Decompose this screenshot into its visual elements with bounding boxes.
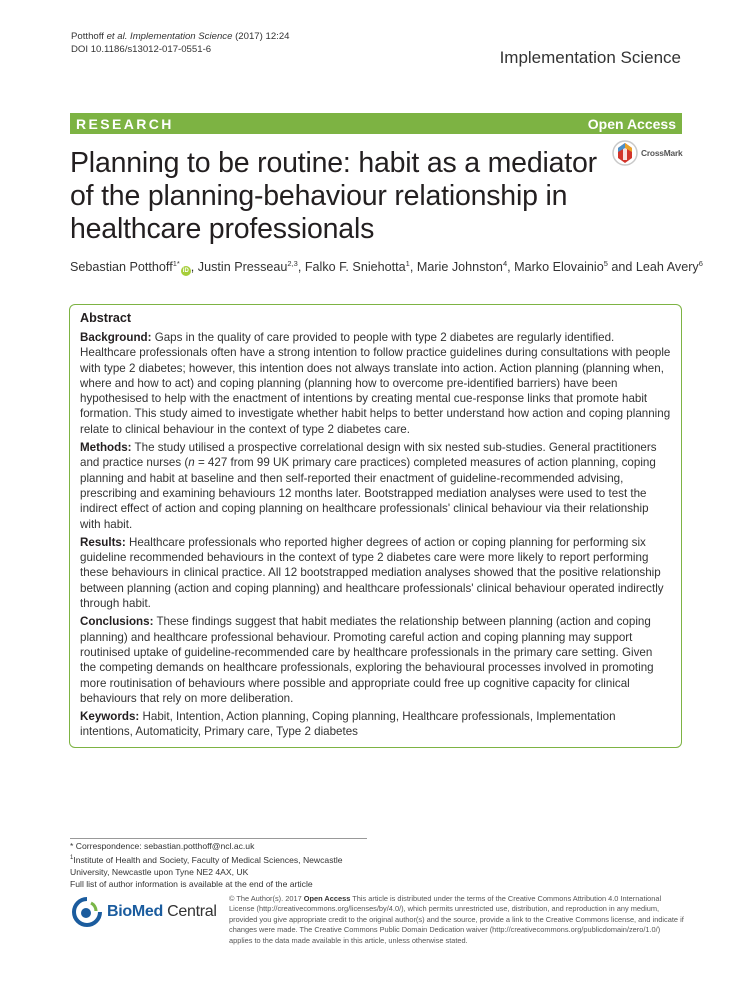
article-type-label: RESEARCH	[76, 115, 174, 132]
author[interactable]: Marie Johnston$^4$	[416, 259, 508, 275]
abstract-box	[69, 304, 682, 748]
crossmark-label: CrossMark	[641, 148, 683, 158]
publisher-logo	[71, 897, 217, 927]
journal-name: Implementation Science	[499, 48, 681, 67]
abstract-results: Results: Healthcare professionals who reported higher degrees of action or coping planning for performing six guideline recommended behaviours in the context of type 2 diabetes care were more likely to report performing these behaviours in clinical practice. All 12 bootstrapped mediation analyses showed that the positive relationship between planning (action and coping planning) and healthcare professionals' clinical behaviour operated indirectly through habit.	[80, 535, 664, 611]
biomed-central-logo-icon	[71, 897, 103, 927]
footnote-divider	[70, 838, 367, 839]
open-access-label: Open Access	[587, 115, 676, 132]
abstract-conclusions: Conclusions: These findings suggest that habit mediates the relationship between planning (action and coping planning) and healthcare professional behaviour. Promoting careful action and coping planning may support routinised uptake of guideline-recommended care by healthcare professionals in the primary care setting. Given the competing demands on healthcare professionals, exploring the behavioural processes involved in promoting more routinisation of behaviours where possible and appropriate could free up cognitive capacity for clinical behaviours that rely on more deliberation.	[80, 615, 654, 705]
correspondence-note[interactable]: * Correspondence: sebastian.potthoff@ncl.ac.uk	[70, 841, 255, 851]
crossmark-badge[interactable]	[612, 140, 683, 166]
abstract-background: Background: Gaps in the quality of care provided to people with type 2 diabetes are regularly identified. Healthcare professionals often have a strong intention to follow practice guidelines during consultations with people with type 2 diabetes; however, this intention does not always translate into action. Action planning (planning when, where and how to act) and coping planning (planning how to overcome pre-identified barriers) have been hypothesised to help with the enactment of intentions by creating mental cue-response links that promote habit formation. This study aimed to investigate whether habit helps to better understand how action and coping planning relate to clinical behaviour in the context of type 2 diabetes care.	[80, 331, 671, 436]
affiliation-note-cont: University, Newcastle upon Tyne NE2 4AX, UK	[70, 866, 249, 877]
full-author-info-note: Full list of author information is available at the end of the article	[70, 878, 313, 889]
license-text: © The Author(s). 2017 Open Access This article is distributed under the terms of the Creative Commons Attribution 4.0 International License (http://creativecommons.org/licenses/by/4.0/), which permits unrestricted use, distribution, and reproduction in any medium, provided you give appropriate credit to the original author(s) and the source, provide a link to the Creative Commons license, and indicate if changes were made. The Creative Commons Public Domain Dedication waiver (http://creativecommons.org/publicdomain/zero/1.0/) applies to the data made available in this article, unless otherwise stated.	[229, 894, 684, 945]
crossmark-icon	[612, 140, 638, 166]
abstract-keywords: Keywords: Habit, Intention, Action planning, Coping planning, Healthcare professionals, Implementation intentions, Automaticity, Primary care, Type 2 diabetes	[80, 710, 616, 739]
citation-header	[71, 30, 290, 56]
author[interactable]: Leah Avery$^6$	[635, 259, 703, 275]
affiliation-note: $^1$Institute of Health and Society, Faculty of Medical Sciences, Newcastle	[70, 854, 343, 865]
citation-line: Potthoff et al. Implementation Science (2017) 12:24	[71, 31, 290, 42]
publisher-name: BioMed Central	[107, 903, 217, 920]
article-type-banner	[70, 113, 682, 134]
doi-line[interactable]: DOI 10.1186/s13012-017-0551-6	[71, 44, 212, 55]
author[interactable]: Sebastian Potthoff$^{1*}$	[70, 259, 180, 275]
author-list: Sebastian Potthoff$^{1*}$iD , Justin Presseau$^{2,3}$, Falko F. Sniehotta$^1$, Marie Johnston$^4$, Marko Elovainio$^5$ and Leah Avery$^6$	[70, 259, 703, 275]
author[interactable]: Marko Elovainio$^5$	[514, 259, 608, 275]
author[interactable]: Justin Presseau$^{2,3}$	[197, 259, 298, 275]
article-title: Planning to be routine: habit as a mediator of the planning-behaviour relationship in healthcare professionals	[70, 147, 597, 245]
author[interactable]: Falko F. Sniehotta$^1$	[304, 259, 410, 275]
orcid-icon[interactable]: iD	[182, 268, 189, 275]
abstract-methods: Methods: The study utilised a prospective correlational design with six nested sub-studies. General practitioners and practice nurses (n = 427 from 99 UK primary care practices) completed measures of action planning, coping planning and habit at baseline and then self-reported their enactment of guideline-recommended advising, prescribing and examining behaviours 12 months later. Bootstrapped mediation analyses were used to test the indirect effect of action and coping planning on healthcare professionals' clinical behaviour via their relationship with habit.	[80, 441, 657, 531]
abstract-heading: Abstract	[80, 311, 132, 325]
footnotes	[70, 840, 343, 890]
